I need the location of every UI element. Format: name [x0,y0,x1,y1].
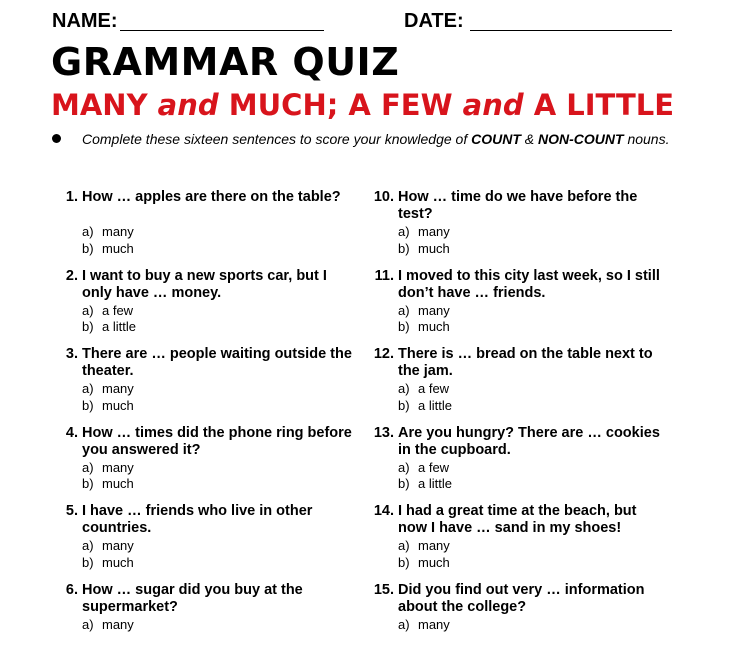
option-letter: a) [398,224,418,241]
option-text: a little [102,319,136,334]
answer-option [398,241,450,258]
question-number: 13. [368,425,394,442]
option-letter: b) [82,319,102,336]
answer-option [82,460,134,477]
question-number: 5. [52,503,78,520]
question-item [52,189,352,268]
question-item [368,268,668,347]
question-text: Are you hungry? There are … cookies in the cupboard. [398,425,668,459]
question-item [52,425,352,504]
option-letter: b) [398,319,418,336]
subtitle-and-2: and [463,88,524,122]
question-text: How … apples are there on the table? [82,189,352,206]
question-number: 1. [52,189,78,206]
option-text: many [102,460,134,475]
option-text: a few [418,460,449,475]
option-letter: a) [82,224,102,241]
option-text: many [418,303,450,318]
question-number: 2. [52,268,78,285]
subtitle-part-1: MANY [51,88,158,122]
option-letter: b) [82,476,102,493]
instructions-count: COUNT [471,131,521,147]
option-text: much [102,398,134,413]
answer-option [398,319,450,336]
name-blank-line [120,30,324,31]
option-letter: a) [82,303,102,320]
option-letter: a) [398,538,418,555]
answer-option [398,476,452,493]
answer-option [82,555,134,572]
instructions-noncount: NON-COUNT [538,131,624,147]
answer-option [398,617,450,634]
option-text: much [102,476,134,491]
answer-options [82,224,134,257]
option-text: much [418,555,450,570]
option-letter: a) [398,460,418,477]
date-label: DATE: [404,10,464,33]
subtitle-part-2: MUCH; A FEW [219,88,463,122]
answer-option [398,224,450,241]
question-number: 14. [368,503,394,520]
option-text: much [418,319,450,334]
answer-option [398,398,452,415]
answer-option [82,381,134,398]
option-text: a few [418,381,449,396]
answer-option [82,224,134,241]
question-number: 10. [368,189,394,206]
answer-option [398,303,450,320]
answer-options [398,538,450,571]
answer-options [398,224,450,257]
worksheet-header [52,10,692,36]
question-item [52,346,352,425]
question-text: Did you find out very … information about the college? [398,582,668,616]
answer-options [82,538,134,571]
question-item [368,582,668,660]
date-blank-line [470,30,672,31]
name-label: NAME: [52,10,118,33]
question-number: 3. [52,346,78,363]
option-letter: a) [82,617,102,634]
questions-right-column [368,189,668,660]
option-letter: a) [82,381,102,398]
question-text: How … time do we have before the test? [398,189,668,223]
question-item [52,582,352,660]
question-item [52,268,352,347]
option-letter: a) [398,617,418,634]
answer-options [82,617,134,634]
question-number: 11. [368,268,394,285]
option-text: many [102,381,134,396]
subtitle-part-3: A LITTLE [524,88,674,122]
option-letter: b) [82,555,102,572]
option-text: many [102,617,134,632]
answer-option [82,319,136,336]
bullet-icon [52,134,61,143]
answer-option [82,303,136,320]
question-item [52,503,352,582]
question-number: 12. [368,346,394,363]
option-letter: b) [398,398,418,415]
option-letter: b) [398,476,418,493]
answer-option [82,476,134,493]
page-subtitle [51,88,674,122]
option-letter: b) [82,398,102,415]
question-text: I had a great time at the beach, but now I have … sand in my shoes! [398,503,668,537]
question-number: 15. [368,582,394,599]
answer-options [398,617,450,634]
question-text: There is … bread on the table next to the jam. [398,346,668,380]
answer-option [398,538,450,555]
question-text: There are … people waiting outside the theater. [82,346,352,380]
option-text: much [102,555,134,570]
option-text: a little [418,476,452,491]
answer-options [82,381,134,414]
answer-option [82,617,134,634]
answer-option [398,381,452,398]
answer-options [398,381,452,414]
instructions-lead: Complete these sixteen sentences to score your knowledge of [82,131,471,147]
option-text: much [418,241,450,256]
question-text: How … times did the phone ring before you answered it? [82,425,352,459]
answer-options [398,460,452,493]
subtitle-and-1: and [158,88,219,122]
option-text: many [102,538,134,553]
question-item [368,503,668,582]
option-letter: a) [82,538,102,555]
option-letter: b) [398,555,418,572]
instructions-amp: & [521,131,538,147]
option-text: many [418,617,450,632]
option-text: a few [102,303,133,318]
instructions-tail: nouns. [624,131,670,147]
answer-options [82,460,134,493]
question-text: How … sugar did you buy at the supermarket? [82,582,352,616]
answer-option [82,538,134,555]
answer-option [82,241,134,258]
option-text: a little [418,398,452,413]
option-text: many [418,224,450,239]
option-letter: a) [398,303,418,320]
answer-option [82,398,134,415]
option-letter: a) [398,381,418,398]
option-letter: b) [398,241,418,258]
instructions-text [82,131,682,148]
question-item [368,425,668,504]
answer-options [398,303,450,336]
question-number: 4. [52,425,78,442]
question-number: 6. [52,582,78,599]
question-item [368,189,668,268]
page-title: GRAMMAR QUIZ [51,40,399,84]
option-text: much [102,241,134,256]
answer-options [82,303,136,336]
answer-option [398,460,452,477]
answer-option [398,555,450,572]
question-item [368,346,668,425]
option-letter: a) [82,460,102,477]
question-text: I moved to this city last week, so I still don’t have … friends. [398,268,668,302]
question-text: I want to buy a new sports car, but I only have … money. [82,268,352,302]
question-text: I have … friends who live in other countries. [82,503,352,537]
option-text: many [102,224,134,239]
option-letter: b) [82,241,102,258]
option-text: many [418,538,450,553]
questions-left-column [52,189,352,660]
